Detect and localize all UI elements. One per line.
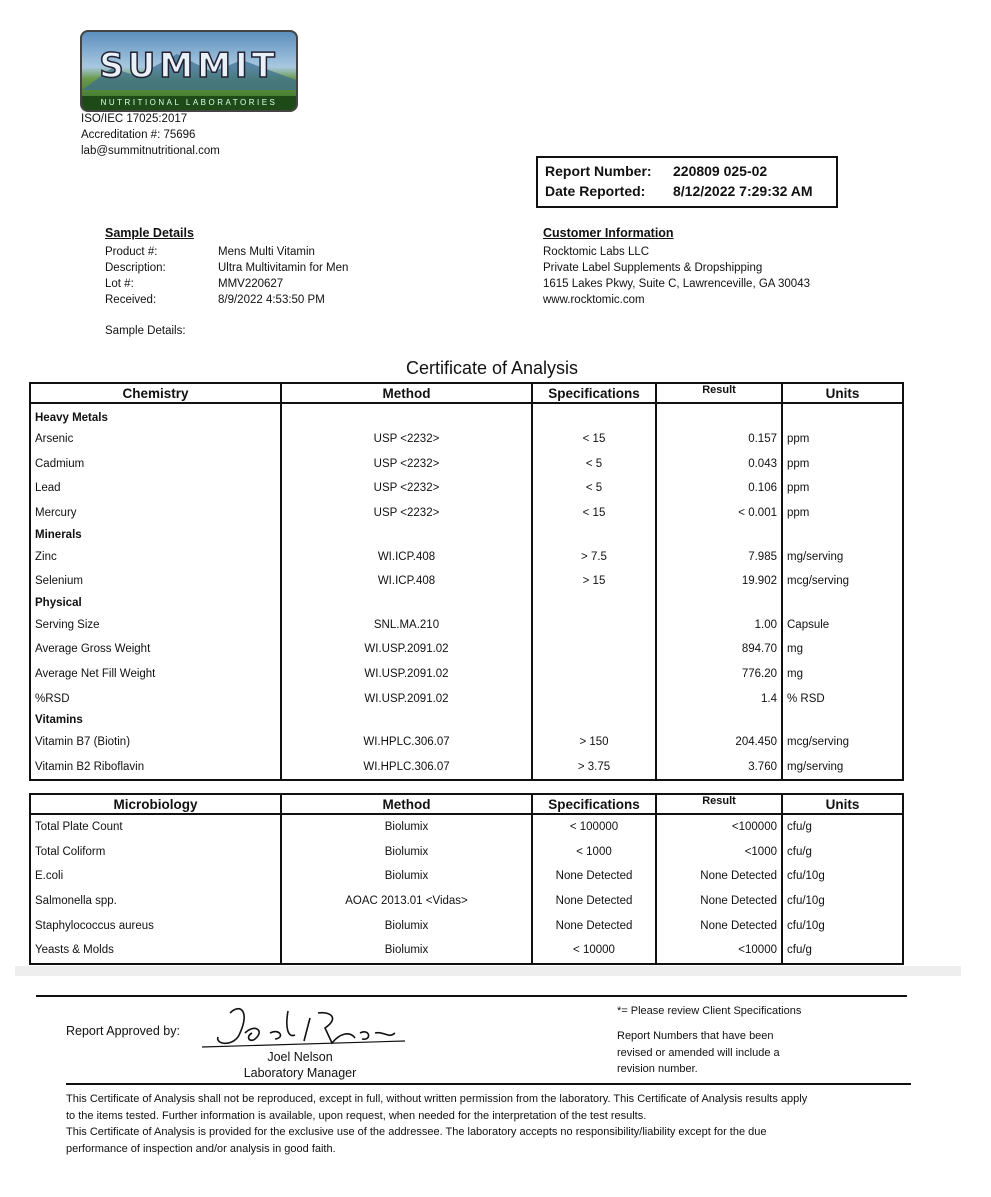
method-cell: WI.ICP.408 [281, 569, 532, 594]
col-units: Units [782, 794, 903, 814]
signature-image [200, 1003, 410, 1053]
sample-details-heading: Sample Details [105, 226, 194, 240]
analyte-cell: Vitamin B2 Riboflavin [30, 755, 281, 781]
specification-cell: > 3.75 [532, 755, 656, 781]
method-cell: USP <2232> [281, 476, 532, 501]
revision-note-line3: revision number. [617, 1063, 698, 1075]
table-row [30, 637, 903, 662]
analyte-cell: Yeasts & Molds [30, 938, 281, 964]
table-row [30, 864, 903, 889]
group-spacer-cell [656, 525, 782, 544]
analyte-cell: Cadmium [30, 452, 281, 477]
col-chemistry: Chemistry [30, 383, 281, 403]
table-row [30, 755, 903, 781]
table-row [30, 501, 903, 526]
units-cell: ppm [782, 452, 903, 477]
group-row [30, 525, 903, 544]
disclaimer-line2: to the items tested. Further information is available, upon request, when needed for the interpretation of the test results. [66, 1109, 647, 1122]
product-value: Mens Multi Vitamin [218, 246, 315, 258]
client-spec-note: *= Please review Client Specifications [617, 1005, 802, 1017]
divider-bottom [66, 1083, 911, 1085]
method-cell: Biolumix [281, 814, 532, 840]
disclaimer-line3: This Certificate of Analysis is provided for the exclusive use of the addressee. The laboratory accepts no responsibility/liability except for the due [66, 1126, 767, 1138]
analyte-cell: Total Plate Count [30, 814, 281, 840]
method-cell: Biolumix [281, 840, 532, 865]
customer-line1: Private Label Supplements & Dropshipping [543, 262, 763, 274]
units-cell: cfu/10g [782, 889, 903, 914]
report-info-box [536, 156, 838, 208]
table-row [30, 613, 903, 638]
col-method: Method [281, 383, 532, 403]
disclaimer [66, 1091, 946, 1157]
revision-note-line1: Report Numbers that have been [617, 1030, 774, 1042]
group-spacer-cell [782, 525, 903, 544]
result-cell: <10000 [656, 938, 782, 964]
logo-subtext: NUTRITIONAL LABORATORIES [82, 96, 296, 110]
result-cell: 894.70 [656, 637, 782, 662]
analyte-cell: Zinc [30, 544, 281, 569]
units-cell: cfu/g [782, 814, 903, 840]
received-value: 8/9/2022 4:53:50 PM [218, 294, 325, 306]
date-reported-label: Date Reported: [545, 183, 646, 199]
method-cell: WI.USP.2091.02 [281, 637, 532, 662]
microbiology-table [29, 793, 904, 965]
accreditation: Accreditation #: 75696 [81, 129, 196, 141]
units-cell: cfu/g [782, 840, 903, 865]
specification-cell [532, 662, 656, 687]
description-label: Description: [105, 262, 166, 274]
group-spacer-cell [281, 711, 532, 730]
method-cell: WI.HPLC.306.07 [281, 755, 532, 781]
result-cell: <1000 [656, 840, 782, 865]
units-cell: mg [782, 662, 903, 687]
revision-note [617, 1028, 780, 1078]
analyte-cell: Serving Size [30, 613, 281, 638]
result-cell: None Detected [656, 889, 782, 914]
analyte-cell: Average Net Fill Weight [30, 662, 281, 687]
lab-email[interactable]: lab@summitnutritional.com [81, 145, 220, 157]
col-units: Units [782, 383, 903, 403]
table-row [30, 913, 903, 938]
analyte-cell: Mercury [30, 501, 281, 526]
lot-label: Lot #: [105, 278, 134, 290]
description-value: Ultra Multivitamin for Men [218, 262, 349, 274]
group-spacer-cell [532, 525, 656, 544]
result-cell: None Detected [656, 913, 782, 938]
separator-band [15, 966, 961, 976]
units-cell: mg/serving [782, 755, 903, 781]
col-result: Result [656, 794, 782, 814]
method-cell: WI.USP.2091.02 [281, 686, 532, 711]
customer-website[interactable]: www.rocktomic.com [543, 294, 645, 306]
lot-value: MMV220627 [218, 278, 284, 290]
specification-cell: < 15 [532, 501, 656, 526]
table-row [30, 662, 903, 687]
specification-cell: None Detected [532, 913, 656, 938]
method-cell: Biolumix [281, 913, 532, 938]
group-spacer-cell [532, 711, 656, 730]
group-spacer-cell [281, 408, 532, 427]
result-cell: 0.157 [656, 427, 782, 452]
col-specifications: Specifications [532, 383, 656, 403]
method-cell: SNL.MA.210 [281, 613, 532, 638]
table-row [30, 686, 903, 711]
specification-cell: < 5 [532, 452, 656, 477]
col-microbiology: Microbiology [30, 794, 281, 814]
table-row [30, 840, 903, 865]
analyte-cell: Lead [30, 476, 281, 501]
result-cell: 776.20 [656, 662, 782, 687]
group-row [30, 711, 903, 730]
result-cell: 0.043 [656, 452, 782, 477]
group-row [30, 408, 903, 427]
disclaimer-line1: This Certificate of Analysis shall not be reproduced, except in full, without written permission from the laboratory. This Certificate of Analysis results apply [66, 1093, 808, 1105]
group-heading: Vitamins [30, 711, 281, 730]
method-cell: AOAC 2013.01 <Vidas> [281, 889, 532, 914]
specification-cell: < 100000 [532, 814, 656, 840]
units-cell: % RSD [782, 686, 903, 711]
group-spacer-cell [281, 594, 532, 613]
date-reported: 8/12/2022 7:29:32 AM [673, 183, 813, 199]
result-cell: 0.106 [656, 476, 782, 501]
analyte-cell: Average Gross Weight [30, 637, 281, 662]
result-cell: None Detected [656, 864, 782, 889]
microbiology-header-row [30, 794, 903, 814]
group-spacer-cell [281, 525, 532, 544]
method-cell: WI.HPLC.306.07 [281, 730, 532, 755]
report-number-label: Report Number: [545, 163, 652, 179]
method-cell: USP <2232> [281, 452, 532, 477]
lab-logo [80, 30, 298, 112]
specification-cell: > 15 [532, 569, 656, 594]
units-cell: ppm [782, 427, 903, 452]
customer-address: 1615 Lakes Pkwy, Suite C, Lawrenceville, GA 30043 [543, 278, 810, 290]
col-method: Method [281, 794, 532, 814]
customer-info-heading: Customer Information [543, 226, 674, 240]
table-row [30, 452, 903, 477]
table-row [30, 544, 903, 569]
specification-cell [532, 637, 656, 662]
approver-role: Laboratory Manager [243, 1066, 357, 1080]
specification-cell: < 5 [532, 476, 656, 501]
group-heading: Minerals [30, 525, 281, 544]
group-spacer-cell [656, 594, 782, 613]
result-cell: 19.902 [656, 569, 782, 594]
logo-brand-text: SUMMIT [99, 46, 279, 86]
specification-cell: < 1000 [532, 840, 656, 865]
analyte-cell: Selenium [30, 569, 281, 594]
method-cell: Biolumix [281, 938, 532, 964]
units-cell: mcg/serving [782, 730, 903, 755]
specification-cell: < 10000 [532, 938, 656, 964]
page-title: Certificate of Analysis [405, 358, 579, 378]
result-cell: 1.00 [656, 613, 782, 638]
table-row [30, 814, 903, 840]
result-cell: < 0.001 [656, 501, 782, 526]
units-cell: cfu/10g [782, 913, 903, 938]
chemistry-table [29, 382, 904, 781]
col-specifications: Specifications [532, 794, 656, 814]
table-row [30, 569, 903, 594]
result-cell: 3.760 [656, 755, 782, 781]
analyte-cell: %RSD [30, 686, 281, 711]
analyte-cell: Staphylococcus aureus [30, 913, 281, 938]
divider-top [36, 995, 907, 997]
group-spacer-cell [782, 408, 903, 427]
col-result: Result [656, 383, 782, 403]
analyte-cell: Vitamin B7 (Biotin) [30, 730, 281, 755]
result-cell: 1.4 [656, 686, 782, 711]
iso-standard: ISO/IEC 17025:2017 [81, 113, 188, 125]
group-spacer-cell [656, 408, 782, 427]
analyte-cell: Salmonella spp. [30, 889, 281, 914]
method-cell: USP <2232> [281, 427, 532, 452]
specification-cell: < 15 [532, 427, 656, 452]
method-cell: WI.ICP.408 [281, 544, 532, 569]
group-heading: Heavy Metals [30, 408, 281, 427]
revision-note-line2: revised or amended will include a [617, 1046, 780, 1059]
group-spacer-cell [532, 408, 656, 427]
group-row [30, 594, 903, 613]
units-cell: Capsule [782, 613, 903, 638]
table-row [30, 427, 903, 452]
method-cell: WI.USP.2091.02 [281, 662, 532, 687]
report-number: 220809 025-02 [673, 163, 768, 179]
result-cell: <100000 [656, 814, 782, 840]
units-cell: mcg/serving [782, 569, 903, 594]
sample-details-label: Sample Details: [105, 325, 186, 337]
product-label: Product #: [105, 246, 158, 258]
units-cell: mg [782, 637, 903, 662]
method-cell: Biolumix [281, 864, 532, 889]
table-row [30, 889, 903, 914]
units-cell: ppm [782, 476, 903, 501]
units-cell: cfu/g [782, 938, 903, 964]
specification-cell: > 7.5 [532, 544, 656, 569]
received-label: Received: [105, 294, 157, 306]
customer-name: Rocktomic Labs LLC [543, 246, 650, 258]
result-cell: 7.985 [656, 544, 782, 569]
approver-name: Joel Nelson [267, 1050, 333, 1064]
approved-by-label: Report Approved by: [66, 1024, 180, 1038]
group-heading: Physical [30, 594, 281, 613]
sample-values [218, 244, 348, 308]
specification-cell [532, 686, 656, 711]
sample-labels [105, 244, 220, 308]
analyte-cell: E.coli [30, 864, 281, 889]
method-cell: USP <2232> [281, 501, 532, 526]
specification-cell: > 150 [532, 730, 656, 755]
group-spacer-cell [782, 711, 903, 730]
group-spacer-cell [656, 711, 782, 730]
chemistry-header-row [30, 383, 903, 403]
specification-cell: None Detected [532, 864, 656, 889]
specification-cell [532, 613, 656, 638]
approver-info [200, 1049, 400, 1081]
specification-cell: None Detected [532, 889, 656, 914]
customer-info [543, 244, 810, 308]
group-spacer-cell [782, 594, 903, 613]
group-spacer-cell [532, 594, 656, 613]
result-cell: 204.450 [656, 730, 782, 755]
analyte-cell: Arsenic [30, 427, 281, 452]
table-row [30, 730, 903, 755]
units-cell: mg/serving [782, 544, 903, 569]
units-cell: ppm [782, 501, 903, 526]
analyte-cell: Total Coliform [30, 840, 281, 865]
units-cell: cfu/10g [782, 864, 903, 889]
table-row [30, 476, 903, 501]
disclaimer-line4: performance of inspection and/or analysis in good faith. [66, 1142, 336, 1155]
table-row [30, 938, 903, 964]
lab-info [81, 111, 220, 159]
